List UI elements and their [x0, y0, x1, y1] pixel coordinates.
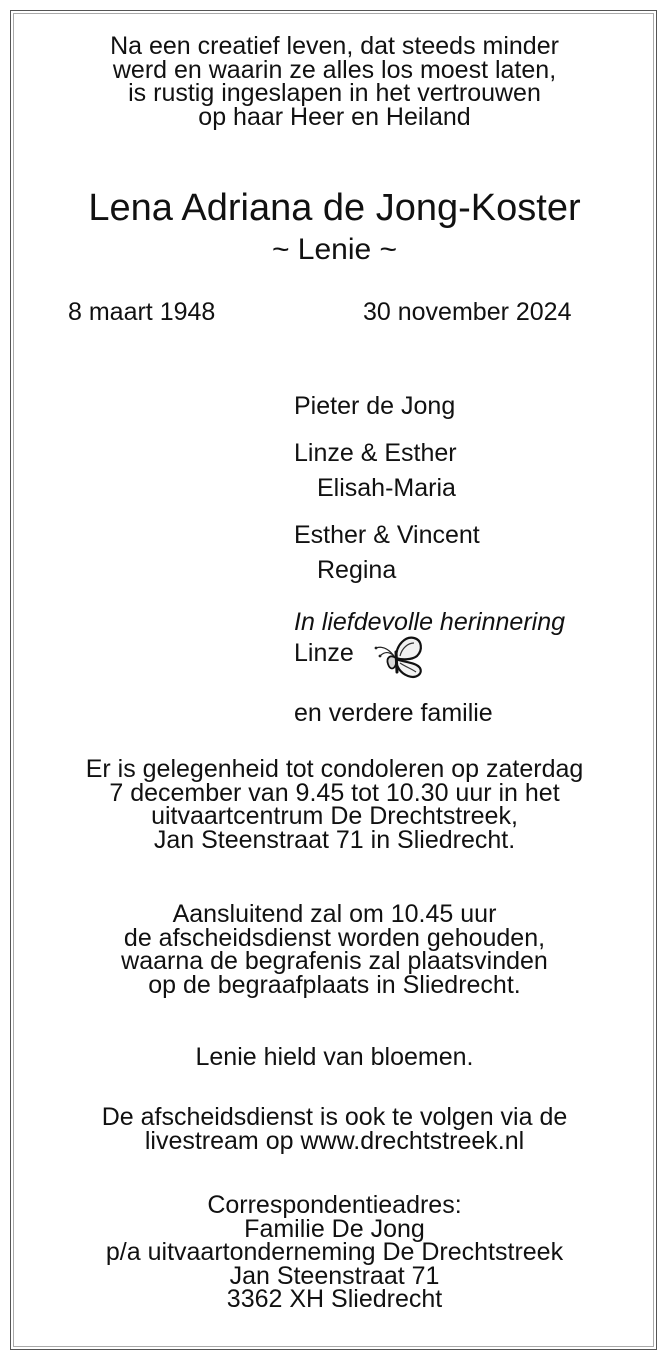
service-text	[0, 900, 669, 999]
condolence-line: Er is gelegenheid tot condoleren op zaterdag	[85, 755, 584, 783]
service-line: Aansluitend zal om 10.45 uur	[172, 900, 497, 928]
death-date: 30 november 2024	[363, 298, 572, 326]
intro-line: Na een creatief leven, dat steeds minder	[110, 32, 559, 60]
memory-name: Linze	[294, 639, 354, 667]
deceased-nickname: ~ Lenie ~	[271, 233, 398, 266]
birth-date: 8 maart 1948	[68, 298, 216, 326]
intro-text	[0, 32, 669, 131]
condolence-line: uitvaartcentrum De Drechtstreek,	[151, 802, 518, 830]
livestream-line: livestream op www.drechtstreek.nl	[144, 1126, 525, 1155]
address-line: Jan Steenstraat 71	[229, 1261, 440, 1290]
intro-line: op haar Heer en Heiland	[198, 102, 471, 131]
memory-heading: In liefdevolle herinnering	[294, 608, 566, 636]
address-line: Familie De Jong	[244, 1214, 425, 1243]
extended-family: en verdere familie	[294, 699, 493, 727]
condolence-line: 7 december van 9.45 tot 10.30 uur in het	[109, 778, 560, 807]
family-member: Linze & Esther	[294, 439, 457, 467]
service-line: waarna de begrafenis zal plaatsvinden	[121, 947, 548, 975]
livestream-text	[0, 1103, 669, 1155]
flowers-note	[0, 1043, 669, 1071]
livestream-line: De afscheidsdienst is ook te volgen via de	[101, 1103, 568, 1131]
flowers-line: Lenie hield van bloemen.	[195, 1043, 474, 1071]
butterfly-icon	[372, 634, 424, 680]
family-grandchild: Elisah-Maria	[317, 474, 456, 502]
service-line: de afscheidsdienst worden gehouden,	[123, 923, 546, 952]
address-line: Correspondentieadres:	[207, 1191, 462, 1219]
family-member: Esther & Vincent	[294, 521, 480, 549]
family-grandchild: Regina	[317, 556, 397, 584]
deceased-name: Lena Adriana de Jong-Koster	[88, 187, 581, 229]
service-line: op de begraafplaats in Sliedrecht.	[148, 970, 521, 999]
condolence-line: Jan Steenstraat 71 in Sliedrecht.	[153, 825, 516, 854]
condolence-text	[0, 755, 669, 854]
intro-line: werd en waarin ze alles los moest laten,	[112, 55, 557, 84]
correspondence-address	[0, 1191, 669, 1313]
intro-line: is rustig ingeslapen in het vertrouwen	[128, 79, 541, 107]
address-line: 3362 XH Sliedrecht	[226, 1285, 443, 1313]
family-member: Pieter de Jong	[294, 392, 456, 420]
address-line: p/a uitvaartonderneming De Drechtstreek	[105, 1238, 564, 1266]
